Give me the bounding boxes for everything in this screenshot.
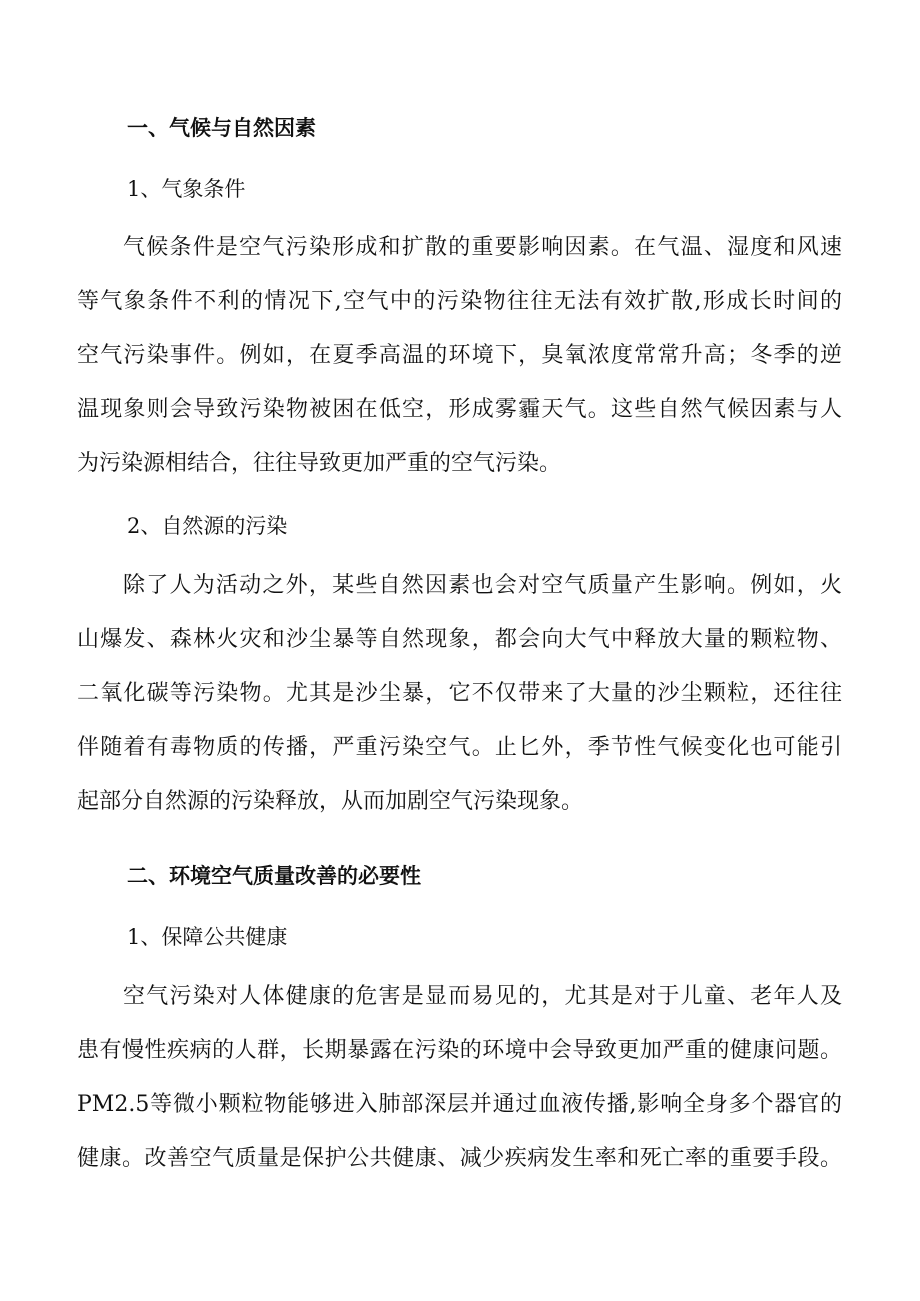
paragraph-line: 伴随着有毒物质的传播，严重污染空气。止匕外，季节性气候变化也可能引 <box>77 735 842 760</box>
paragraph-line: 空气污染对人体健康的危害是显而易见的，尤其是对于儿童、老年人及 <box>123 984 842 1009</box>
paragraph-line: 健康。改善空气质量是保护公共健康、减少疾病发生率和死亡率的重要手段。 <box>77 1146 842 1171</box>
paragraph-line: 二氧化碳等污染物。尤其是沙尘暴，它不仅带来了大量的沙尘颗粒，还往往 <box>77 681 842 706</box>
paragraph-line: 空气污染事件。例如，在夏季高温的环境下，臭氧浓度常常升高；冬季的逆 <box>77 343 842 368</box>
section-heading-climate: 一、气候与自然因素 <box>127 115 316 140</box>
paragraph-line: PM2.5等微小颗粒物能够进入肺部深层并通过血液传播,影响全身多个器官的 <box>77 1092 842 1117</box>
section-heading-air-quality-necessity: 二、环境空气质量改善的必要性 <box>127 863 421 888</box>
subsection-heading-weather: 1、气象条件 <box>127 177 246 201</box>
paragraph-line: 起部分自然源的污染释放，从而加剧空气污染现象。 <box>77 789 584 814</box>
paragraph-line: 山爆发、森林火灾和沙尘暴等自然现象，都会向大气中释放大量的颗粒物、 <box>77 627 842 652</box>
paragraph-line: 患有慢性疾病的人群，长期暴露在污染的环境中会导致更加严重的健康问题。 <box>77 1038 842 1063</box>
paragraph-line: 温现象则会导致污染物被困在低空，形成雾霾天气。这些自然气候因素与人 <box>77 397 842 422</box>
paragraph-line: 等气象条件不利的情况下,空气中的污染物往往无法有效扩散,形成长时间的 <box>77 289 842 314</box>
paragraph-line: 气候条件是空气污染形成和扩散的重要影响因素。在气温、湿度和风速 <box>123 235 842 260</box>
paragraph-line: 除了人为活动之外，某些自然因素也会对空气质量产生影响。例如，火 <box>123 573 842 598</box>
paragraph-line: 为污染源相结合，往往导致更加严重的空气污染。 <box>77 451 562 476</box>
subsection-heading-natural-sources: 2、自然源的污染 <box>127 514 288 538</box>
subsection-heading-public-health: 1、保障公共健康 <box>127 925 288 949</box>
